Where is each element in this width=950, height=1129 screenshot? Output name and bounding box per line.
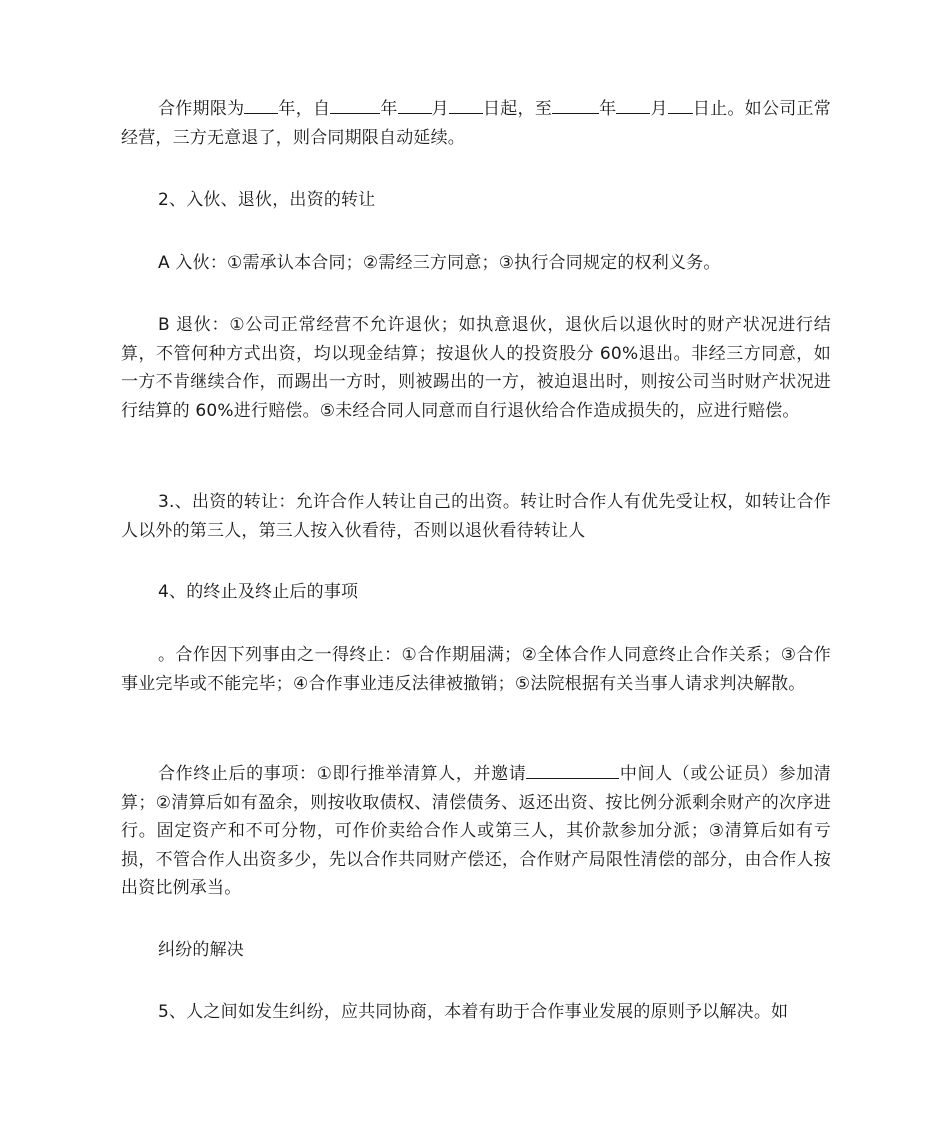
join-paragraph: A 入伙：①需承认本合同；②需经三方同意；③执行合同规定的权利义务。	[158, 253, 721, 273]
term-text-3: 年	[380, 99, 398, 119]
blank-start-day[interactable]	[449, 97, 483, 114]
term-text-7: 月	[650, 99, 668, 119]
section-2-heading: 2、入伙、退伙，出资的转让	[158, 190, 376, 210]
dispute-heading: 纠纷的解决	[158, 940, 244, 960]
blank-mediator[interactable]	[526, 762, 619, 779]
blank-end-year[interactable]	[552, 97, 599, 114]
post-termination-text-1: 合作终止后的事项：①即行推举清算人，并邀请	[158, 764, 527, 784]
transfer-paragraph: 3.、出资的转让：允许合作人转让自己的出资。转让时合作人有优先受让权，如转让合作人以外的第三人，第三人按入伙看待，否则以退伙看待转让人	[121, 492, 831, 541]
post-termination-text-2: 中间人（或公证员）参加清算；②清算后如有盈余，则按收取债权、清偿债务、返还出资、按比例分派剩余财产的次序进行。固定资产和不可分物，可作价卖给合作人或第三人，其价款参加分派；③清算后如有亏损，不管合作人出资多少，先以合作共同财产偿还，合作财产局限性清偿的部分，由合作人按出资比例承当。	[121, 764, 831, 898]
term-text-4: 月	[431, 99, 449, 119]
term-text-8: 日止。如公司正常经营，三方无意退了，则合同期限自动延续。	[121, 99, 831, 148]
section-5-paragraph: 5、人之间如发生纠纷，应共同协商，本着有助于合作事业发展的原则予以解决。如	[158, 1002, 789, 1022]
blank-start-year[interactable]	[330, 97, 380, 114]
blank-start-month[interactable]	[398, 97, 432, 114]
blank-end-month[interactable]	[616, 97, 650, 114]
term-text-5: 日起，至	[482, 99, 553, 119]
post-termination-paragraph	[121, 760, 831, 903]
term-paragraph	[121, 95, 831, 152]
termination-paragraph: 。合作因下列事由之一得终止：①合作期届满；②全体合作人同意终止合作关系；③合作事业完毕或不能完毕；④合作事业违反法律被撤销；⑤法院根据有关当事人请求判决解散。	[121, 645, 831, 694]
withdraw-paragraph: B 退伙：①公司正常经营不允许退伙；如执意退伙，退伙后以退伙时的财产状况进行结算，不管何种方式出资，均以现金结算；按退伙人的投资股分 60%退出。非经三方同意，如一方不肯继续合作，而踢出一方时，则被踢出的一方，被迫退出时，则按公司当时财产状况进行结算的 60%进行赔偿。⑤未经合同人同意而自行退伙给合作造成损失的，应进行赔偿。	[121, 315, 831, 421]
term-text-6: 年	[599, 99, 617, 119]
section-4-heading: 4、的终止及终止后的事项	[158, 582, 359, 602]
blank-years[interactable]	[244, 97, 278, 114]
term-text-1: 合作期限为	[158, 99, 245, 119]
blank-end-day[interactable]	[668, 97, 693, 114]
term-text-2: 年，自	[278, 99, 331, 119]
